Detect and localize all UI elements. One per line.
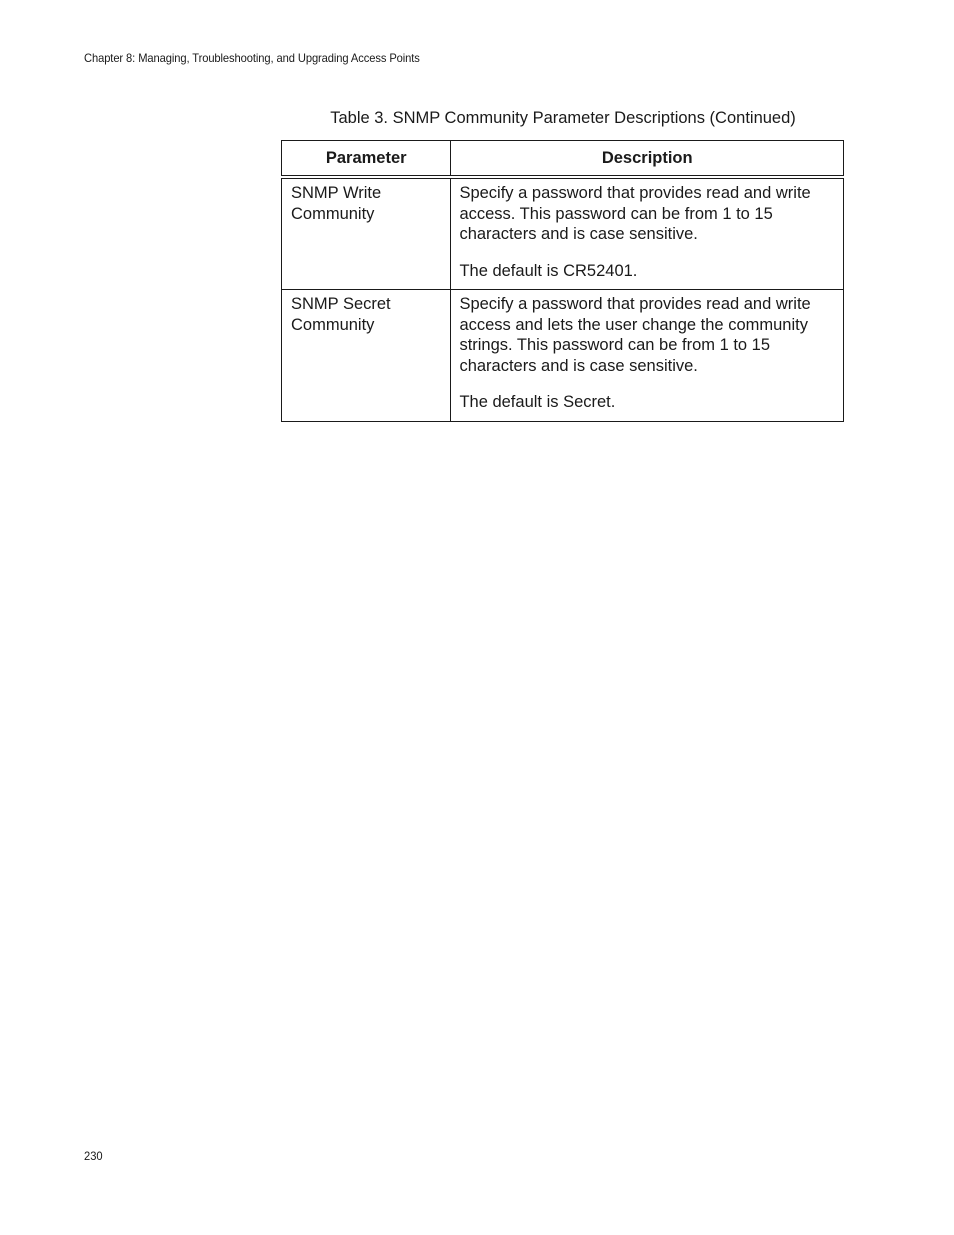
table-row [282,290,844,422]
column-header-parameter: Parameter [282,141,451,178]
default-value-paragraph: The default is Secret. [459,393,616,411]
parameter-cell: SNMP Secret Community [282,290,451,422]
description-cell [451,177,844,290]
description-paragraph: Specify a password that provides read and write access. This password can be from 1 to 15 characters and is case sensitive. [459,184,811,243]
table-caption: Table 3. SNMP Community Parameter Descriptions (Continued) [330,109,796,127]
table-body [282,177,844,421]
table-header-row [282,141,844,178]
page-number: 230 [84,1149,103,1163]
description-paragraph: Specify a password that provides read and write access and lets the user change the community strings. This password can be from 1 to 15 characters and is case sensitive. [459,295,811,375]
parameter-cell: SNMP Write Community [282,177,451,290]
default-value-paragraph: The default is CR52401. [459,261,638,280]
running-header: Chapter 8: Managing, Troubleshooting, and Upgrading Access Points [84,51,420,65]
column-header-description: Description [451,141,844,178]
table-row [282,177,844,290]
description-cell [451,290,844,422]
parameter-table [281,140,844,422]
table-header [282,141,844,178]
